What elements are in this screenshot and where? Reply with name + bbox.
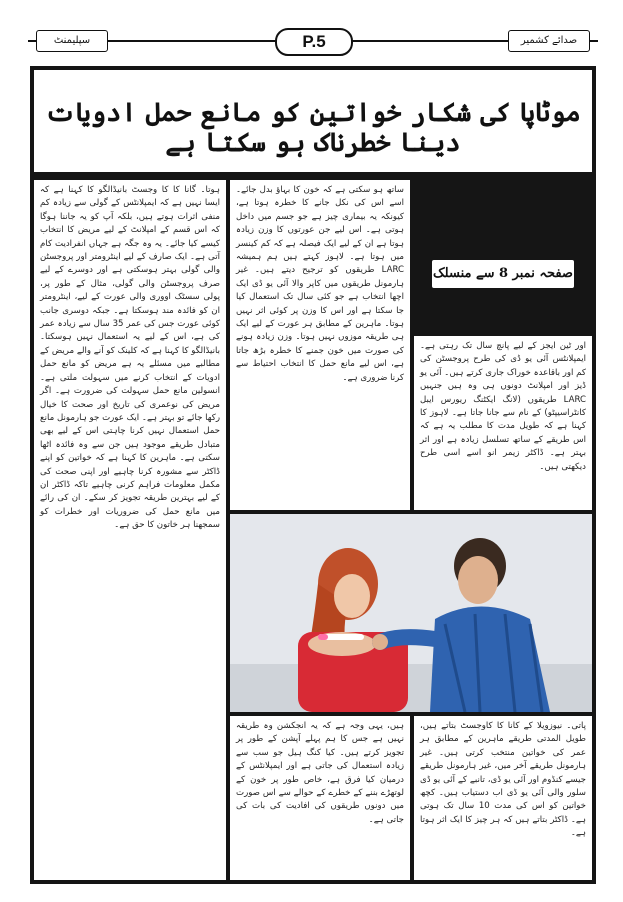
section-tag-left: سپلیمنٹ [36, 30, 108, 52]
article-headline: موٹاپا کی شکار خواتین کو مانع حمل ادویات دینا خطرناک ہو سکتا ہے [45, 98, 581, 158]
continued-panel [414, 180, 592, 332]
article-column-bottom-middle [230, 716, 410, 880]
article-column-left [34, 180, 226, 880]
article-column-middle [230, 180, 410, 510]
article-column-right [414, 336, 592, 510]
page-header [28, 28, 598, 54]
continued-label: صفحہ نمبر 8 سے منسلک [432, 260, 574, 288]
column-text: اور ٹین ایجز کے لیے پانچ سال تک رہتی ہے۔ ایمپلانٹس آئی یو ڈی کی طرح پروجسٹن کی کم اور باقاعدہ خوراک جاری کرتے ہیں۔ آئی یو ڈیز اور امپلانٹ دونوں ہی وہ ہیں جنہیں LARC طریقوں (لانگ ایکٹنگ ریورس ایبل کانٹراسیپٹو) کے نام سے جانا جاتا ہے۔ لاہوز کا کہنا ہے کہ طویل مدت کا مطلب یہ ہے کہ اس طریقے کے ساتھ تسلسل زیادہ ہے اور اثر بہتر ہے۔ ڈاکٹر زیمر انو اسے اسی طرح دیکھتی ہیں۔ [420, 341, 586, 472]
headline-panel [34, 70, 592, 172]
column-text: ساتھ ہو سکتی ہے کہ خون کا بہاؤ بدل جائے۔ اسے اس کی نکل جانے کا خطرہ ہوتا ہے، کیونکہ یہ بیماری چیز ہے جو جسم میں داخل ہوتی ہے۔ اس لیے جن عورتوں کا وزن زیادہ ہوتا ہے ان کے لیے ایک فیصلہ ہے کہ کم کینسر میں ہوتا ہے۔ لاہوز کہتے ہیں ہم ہمیشہ LARC طریقوں کو ترجیح دیتے ہیں۔ غیر ہارمونل طریقوں میں کاپر والا آئی یو ڈی ایک اچھا انتخاب ہے جو کئی سال تک استعمال کیا جا سکتا ہے اور اس کا وزن پر کوئی اثر نہیں ہوتا۔ ماہرین کے مطابق ہر عورت کے لیے ایک ہی طریقہ موزوں نہیں ہوتا۔ وزن زیادہ ہونے کی صورت میں خون جمنے کا خطرہ بڑھ جاتا ہے، اس لیے مانع حمل کا انتخاب احتیاط سے کرنا ضروری ہے۔ [236, 185, 404, 383]
photo-of-couple-with-pregnancy-test-icon [230, 514, 592, 712]
column-text: پاتی۔ نیوزویلا کے کانا کا کاوجسٹ بتاتے ہیں، طویل المدتی طریقے ماہرین کے مطابق ہر عمر کی خواتین منتخب کرتی ہیں۔ غیر ہارمونل طریقے آخر میں، غیر ہارمونل طریقے جیسے کنڈوم اور آئی یو ڈی، تانبے کے آئی یو ڈی سلور والی آئی یو ڈی اب دستیاب ہیں۔ کچھ خواتین کو اس کی مدت 10 سال تک ہوتی ہے۔ ڈاکٹر بتاتے ہیں کہ ہر چیز کا ایک اثر ہوتا ہے۔ [420, 721, 586, 839]
column-text: ہوتا۔ گانا کا کا وجسٹ بانیڈالگو کا کہنا ہے کہ ایسا نہیں ہے کہ ایمپلانٹس کے گولی سے زیادہ کم منفی اثرات ہوتے ہیں، بلکہ آپ کو یہ جاننا ہوگا کہ اس قسم کے امپلانٹ کے لیے مریض کا انتخاب کیسے کیا جائے۔ یہ وہ جگہ ہے جہاں انفرادیت کام آتی ہے۔ ایک صارف کے لیے اینٹرومتر اور پروجسٹن والی گولی بہتر ہوسکتی ہے اور دوسرے کے لیے صرف پروجسٹن والی گولی، مثال کے طور پر، پولی سسٹک اووری والی عورت کے لیے، اینٹرومتر ان کو فائدہ مند ہوسکتا ہے۔ جبکہ دوسری جانب کوئی عورت جس کی عمر 35 سال سے زیادہ عمر کی ہے، اس کے لیے یہ استعمال نہیں ہوسکتا۔ بانیڈالگو کا کہنا ہے کہ کلینک کو آنے والے مریض کے مطالبے میں مسئلے یہ ہے مریض کو مانع حمل ادویات کے انتخاب کرنے میں سہولت ملتی ہے۔ انسولین مانع حمل سہولت کی ضرورت ہے۔ اگر مریض کی نوعمری کی تاریخ اور صحت کا خیال رکھا جائے تو بہتر ہے۔ ایک عورت جو ہارمونل مانع حمل استعمال نہیں کرنا چاہتی اس کے لیے بھی متبادل طریقے موجود ہیں جن سے وہ فائدہ اٹھا سکتی ہے۔ ماہرین کا کہنا ہے کہ خواتین کو اپنے ڈاکٹر سے مشورہ کرنا چاہیے اور اپنی صحت کی مکمل معلومات فراہم کرنی چاہیے تاکہ ڈاکٹر ان کے لیے بہترین طریقہ تجویز کر سکے۔ ان کی رائے میں مانع حمل کی ضروریات اور خطرات کو سمجھنا ہر خاتون کا حق ہے۔ [39, 185, 220, 531]
article-photo [230, 514, 592, 712]
article-column-bottom-right [414, 716, 592, 880]
section-tag-right: صدائے کشمیر [508, 30, 590, 52]
page-number: P.5 [275, 28, 353, 56]
column-text: ہیں، یہی وجہ ہے کہ یہ انجکشن وہ طریقہ نہیں ہے جس کا ہم پہلے آپشن کے طور پر تجویز کرتے ہیں۔ کیا کنگ ہیل جو سب سے زیادہ استعمال کی جاتی ہے اور ایمپلانٹس کے درمیان کیا فرق ہے، خاص طور پر خون کے لوتھڑے بننے کے خطرے کے حوالے سے اس صورت میں دونوں طریقوں کی افادیت کی بات کی جاتی ہے۔ [236, 721, 404, 825]
